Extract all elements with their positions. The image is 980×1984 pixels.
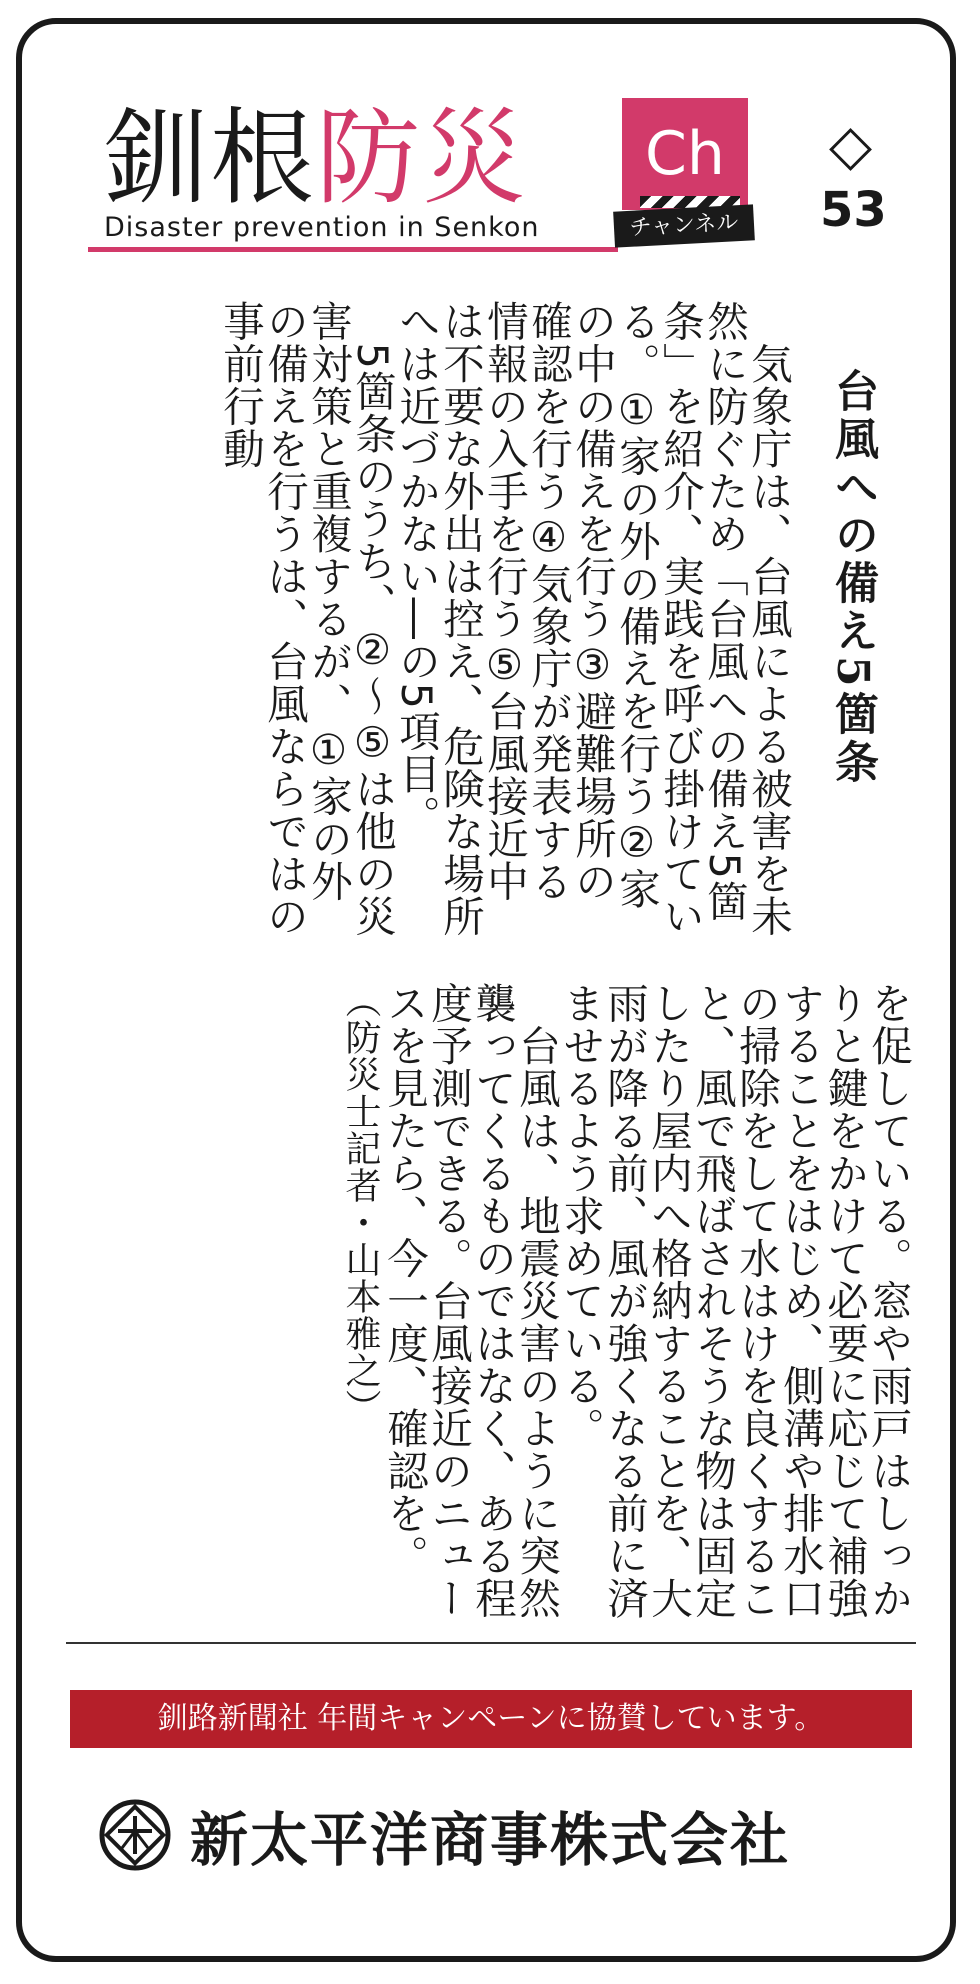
company-seal-icon [98,1798,172,1872]
article-body-upper [70,300,793,940]
article-body-lower [66,982,913,1642]
article-headline: 台風への備え5箇条 [827,368,878,787]
issue-diamond-icon: ◇ [829,113,873,178]
issue-number: 53 [820,182,887,238]
footer-divider [66,1642,916,1644]
body-paragraph: 5箇条のうち、②〜⑤は他の災害対策と重複するが、①家の外の備えを行うは、台風ならではの事前行動 [216,300,397,938]
masthead-title-red: 防災 [316,97,529,219]
masthead-title [104,98,528,218]
sponsor-name: 新太平洋商事株式会社 [190,1806,791,1874]
body-paragraph: 台風は、地震災害のように突然襲ってくるものではなく、ある程度予測できる。台風接近のニュースを見たら、今一度、確認を。 [380,982,561,1620]
masthead-subtitle: Disaster prevention in Senkon [104,212,540,243]
article-byline: （防災士記者・山本雅之） [340,982,381,1426]
masthead-title-black: 釧根 [104,97,317,219]
channel-tag: チャンネル [613,204,755,247]
sponsor-banner: 釧路新聞社 年間キャンペーンに協賛しています。 [70,1690,912,1748]
sponsor-block [98,1790,790,1880]
body-paragraph: 気象庁は、台風による被害を未然に防ぐため「台風への備え5箇条」を紹介、実践を呼び掛けている。①家の外の備えを行う②家の中の備えを行う③避難場所の確認を行う④気象庁が発表する情報の入手を行う⑤台風接近中は不要な外出は控え、危険な場所へは近づかない―の5項目。 [392,300,793,938]
body-paragraph: を促している。窓や雨戸はしっかりと鍵をかけて必要に応じて補強することをはじめ、側溝や排水口の掃除をして水はけを良くすること、風で飛ばされそうな物は固定したり屋内へ格納することを、大雨が降る前、風が強くなる前に済ませるよう求めている。 [556,982,913,1620]
masthead-underline [88,247,618,252]
channel-badge: Ch [622,98,748,210]
